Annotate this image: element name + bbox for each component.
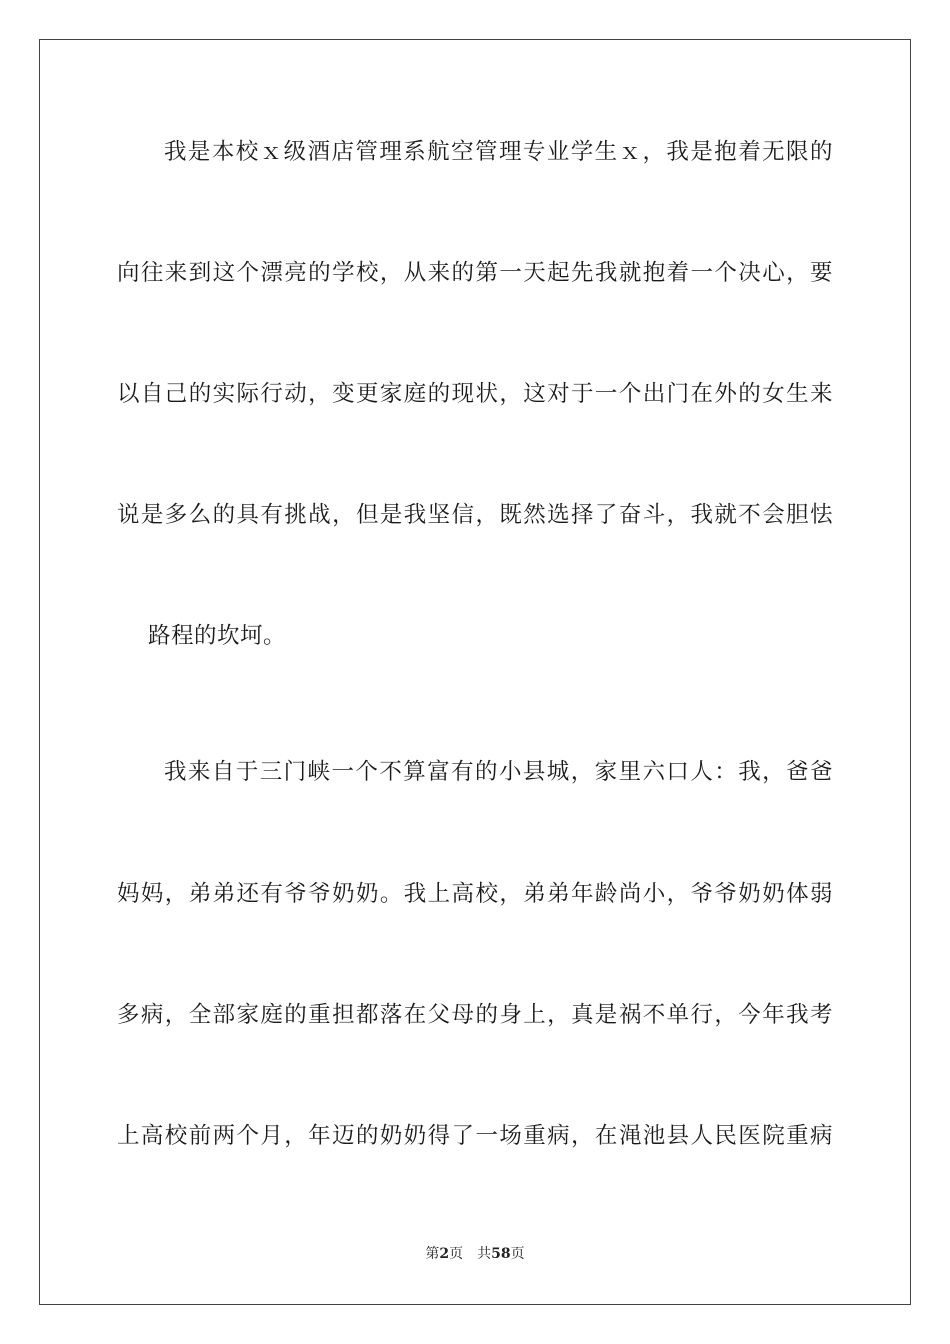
- body-text-line: 多病，全部家庭的重担都落在父母的身上，真是祸不单行，今年我考: [117, 1002, 833, 1028]
- page-footer: [0, 1245, 950, 1263]
- body-text-line: 向往来到这个漂亮的学校，从来的第一天起先我就抱着一个决心，要: [117, 260, 833, 286]
- page-number: 2: [439, 1246, 450, 1262]
- total-prefix: 共: [477, 1246, 492, 1262]
- total-suffix: 页: [510, 1246, 525, 1262]
- body-text-line: 说是多么的具有挑战，但是我坚信，既然选择了奋斗，我就不会胆怯: [117, 502, 833, 528]
- body-text-line: 妈妈，弟弟还有爷爷奶奶。我上高校，弟弟年龄尚小，爷爷奶奶体弱: [117, 881, 833, 907]
- body-text-line: 我来自于三门峡一个不算富有的小县城，家里六口人：我，爸爸: [164, 759, 833, 785]
- page-prefix: 第: [425, 1246, 440, 1262]
- body-text-line: 路程的坎坷。: [148, 623, 287, 649]
- total-pages: 58: [491, 1246, 511, 1262]
- page-suffix: 页: [449, 1246, 464, 1262]
- page-border: [39, 39, 911, 1305]
- body-text-line: 上高校前两个月，年迈的奶奶得了一场重病，在渑池县人民医院重病: [117, 1123, 833, 1149]
- body-text-line: 以自己的实际行动，变更家庭的现状，这对于一个出门在外的女生来: [117, 381, 833, 407]
- body-text-line: 我是本校ｘ级酒店管理系航空管理专业学生ｘ，我是抱着无限的: [164, 139, 833, 165]
